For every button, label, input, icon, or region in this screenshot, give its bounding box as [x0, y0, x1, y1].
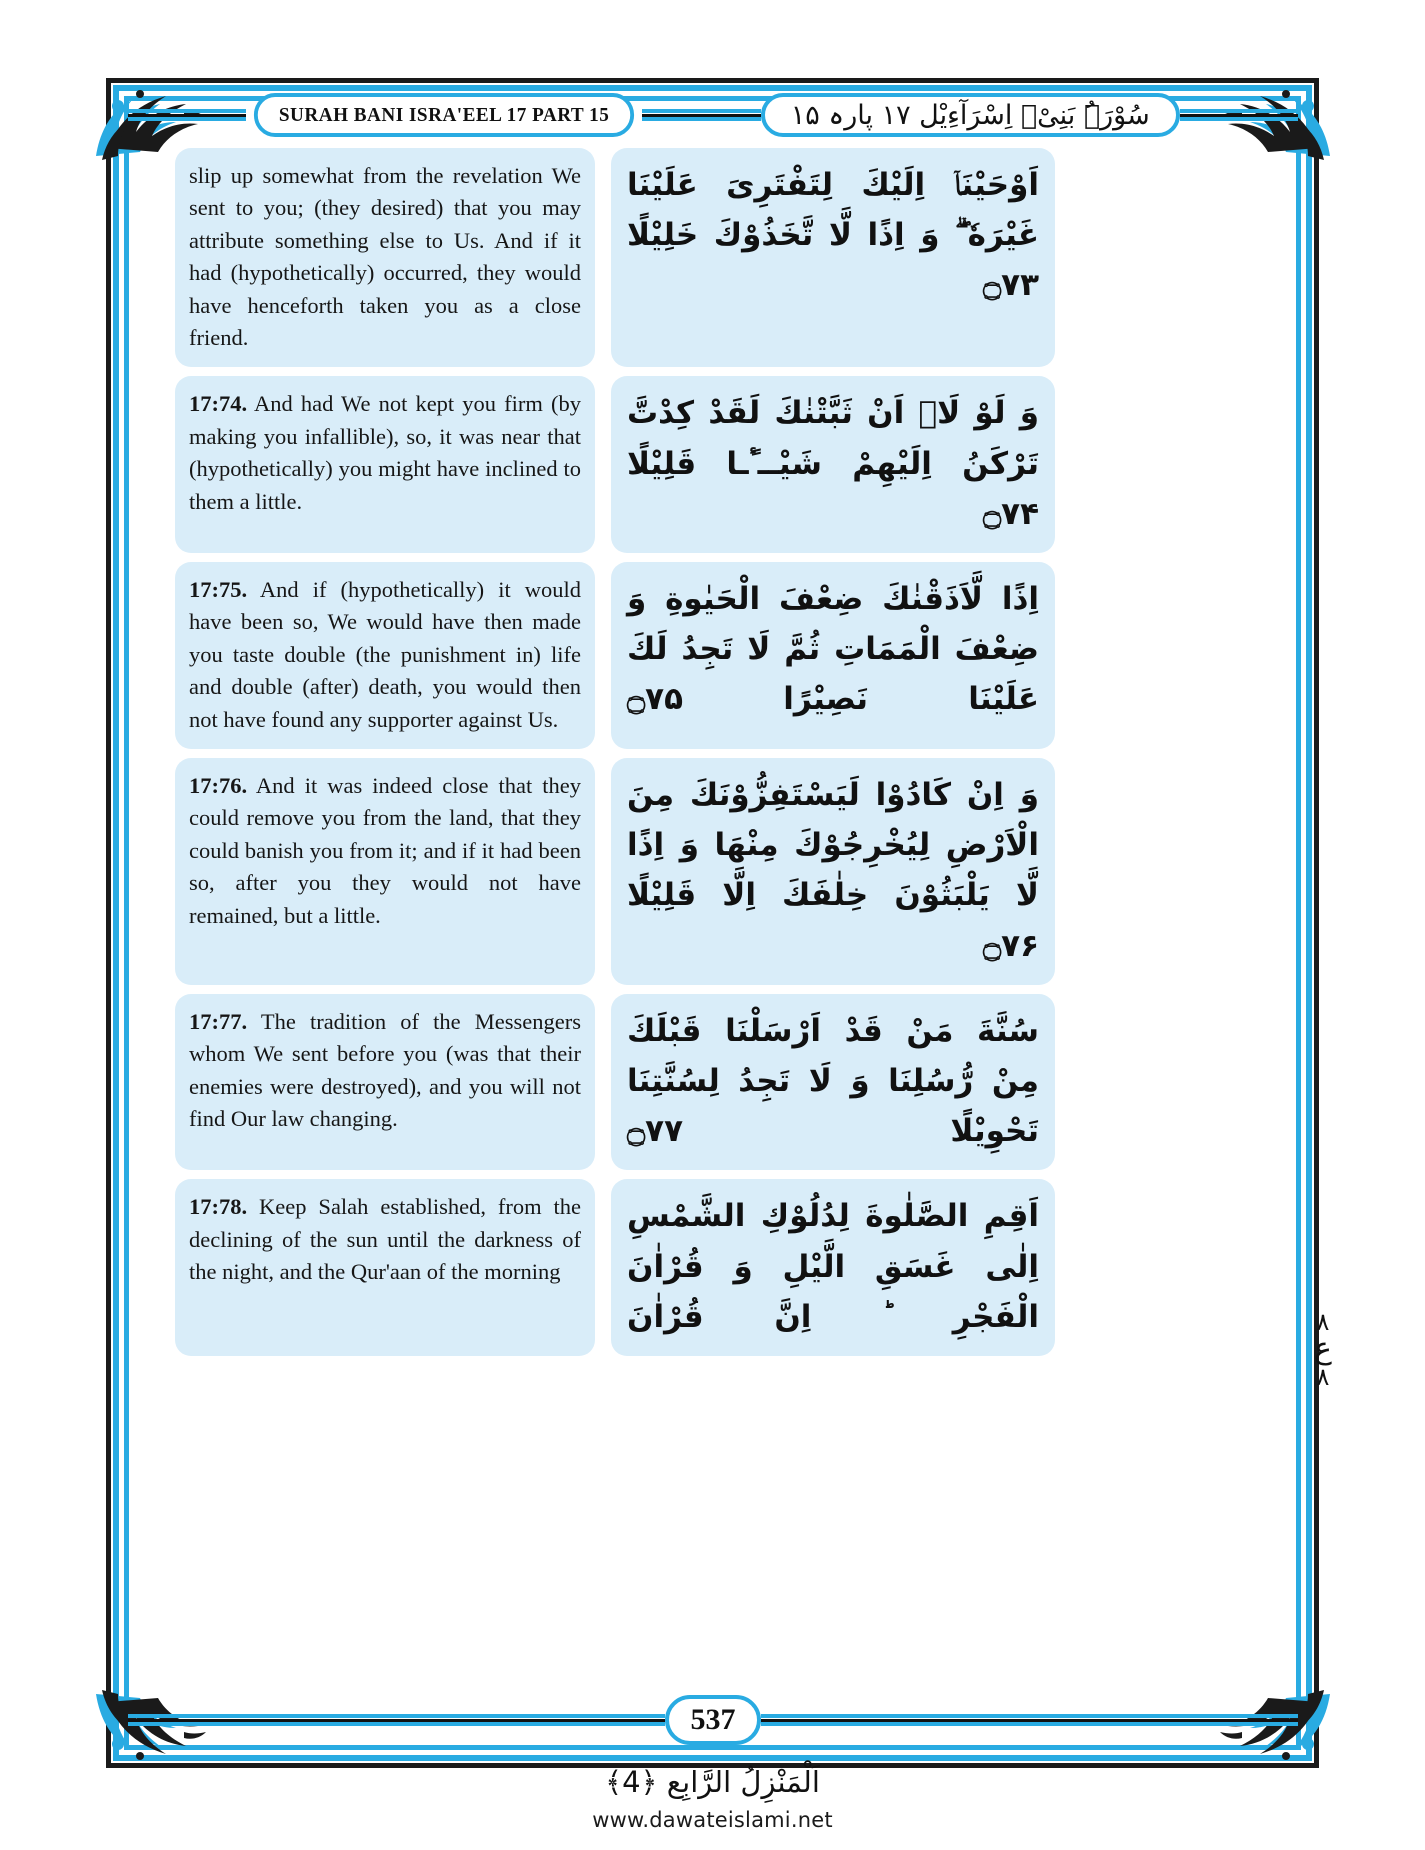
verse-arabic: سُنَّةَ مَنْ قَدْ اَرْسَلْنَا قَبْلَكَ مِنْ رُّسُلِنَا وَ لَا تَجِدُ لِسُنَّتِنَا تَحْوِیْلًا ۝۷۷: [611, 994, 1055, 1171]
ruku-bottom-number: ۸: [1316, 1363, 1330, 1392]
column-gap: [595, 1179, 611, 1356]
verse-row: [175, 562, 1055, 749]
verse-english: [175, 562, 595, 749]
website-url: www.dawateislami.net: [592, 1808, 833, 1832]
verse-list: [175, 148, 1055, 1443]
verse-english-text: And if (hypothetically) it would have been so, We would have then made you taste double (the punishment in) life and double (after) death, you would then not have found any supporter against Us.: [189, 577, 581, 732]
header-rule-right: [1180, 109, 1298, 121]
verse-row: [175, 994, 1055, 1171]
column-gap: [595, 994, 611, 1171]
verse-english: [175, 758, 595, 985]
ruku-symbol: ع: [1314, 1331, 1332, 1367]
verse-number: 17:76.: [189, 772, 248, 798]
verse-english-text: slip up somewhat from the revelation We sent to you; (they desired) that you may attribute something else to Us. And if it had (hypothetically) occurred, they would have henceforth taken you as a close friend.: [189, 163, 581, 350]
verse-english-text: The tradition of the Messengers whom We sent before you (was that their enemies were destroyed), and you will not find Our law changing.: [189, 1008, 582, 1131]
ruku-top-number: ۸: [1316, 1308, 1330, 1336]
verse-arabic: اَوْحَیْنَاۤ اِلَیْكَ لِتَفْتَرِیَ عَلَیْنَا غَیْرَهٗ ۖۗ وَ اِذًا لَّا تَّخَذُوْكَ خَلِیْلًا ۝۷۳: [611, 148, 1055, 367]
footer-rule-right: [761, 1714, 1298, 1726]
manzil-label: اَلْمَنْزِلُ الرَّابِع ﴿4﴾: [605, 1765, 820, 1799]
column-gap: [595, 758, 611, 985]
footer-rule-left: [128, 1714, 665, 1726]
verse-number: 17:78.: [189, 1194, 248, 1220]
verse-row: [175, 376, 1055, 553]
column-gap: [595, 376, 611, 553]
verse-english: [175, 376, 595, 553]
verse-english: [175, 148, 595, 367]
verse-number: 17:74.: [189, 391, 248, 417]
verse-english-text: And had We not kept you firm (by making you infallible), so, it was near that (hypothetically) you might have inclined to them a little.: [189, 391, 581, 514]
column-gap: [595, 148, 611, 367]
verse-arabic: اَقِمِ الصَّلٰوةَ لِدُلُوْكِ الشَّمْسِ اِلٰى غَسَقِ الَّیْلِ وَ قُرْاٰنَ الْفَجْرِ ؕ اِنَّ قُرْاٰنَ: [611, 1179, 1055, 1356]
column-gap: [595, 562, 611, 749]
verse-row: [175, 758, 1055, 985]
verse-number: 17:77.: [189, 1008, 248, 1034]
verse-english: [175, 994, 595, 1171]
verse-english: [175, 1179, 595, 1356]
page-number: 537: [665, 1695, 761, 1745]
verse-arabic: وَ اِنْ كَادُوْا لَیَسْتَفِزُّوْنَكَ مِنَ الْاَرْضِ لِیُخْرِجُوْكَ مِنْهَا وَ اِذًا لَّا یَلْبَثُوْنَ خِلٰفَكَ اِلَّا قَلِیْلًا ۝۷۶: [611, 758, 1055, 985]
verse-english-text: And it was indeed close that they could remove you from the land, that they could banish you from it; and if it had been so, after you they would not have remained, but a little.: [189, 772, 581, 928]
verse-row: [175, 1179, 1055, 1356]
ruku-marker: [1300, 1310, 1346, 1390]
header-rule-left: [128, 109, 246, 121]
header-rule-center: [642, 109, 760, 121]
verse-row: [175, 148, 1055, 367]
page-footer: [128, 1690, 1298, 1750]
page-header: [128, 86, 1298, 144]
verse-arabic: اِذًا لَّاَذَقْنٰكَ ضِعْفَ الْحَیٰوةِ وَ ضِعْفَ الْمَمَاتِ ثُمَّ لَا تَجِدُ لَكَ عَلَیْنَا نَصِیْرًا ۝۷۵: [611, 562, 1055, 749]
verse-english-text: Keep Salah established, from the declining of the sun until the darkness of the night, and the Qur'aan of the morning: [189, 1194, 581, 1285]
surah-title-arabic: سُوْرَۃُ بَنِیْۤ اِسْرَآءِیْل ۱۷ پارہ ۱۵: [761, 93, 1180, 137]
verse-arabic: وَ لَوْ لَاۤ اَنْ ثَبَّتْنٰكَ لَقَدْ كِدْتَّ تَرْكَنُ اِلَیْهِمْ شَیْــٴًـا قَلِیْلًا ۝۷۴: [611, 376, 1055, 553]
verse-number: 17:75.: [189, 577, 248, 602]
surah-title-english: SURAH BANI ISRA'EEL 17 PART 15: [254, 93, 634, 137]
